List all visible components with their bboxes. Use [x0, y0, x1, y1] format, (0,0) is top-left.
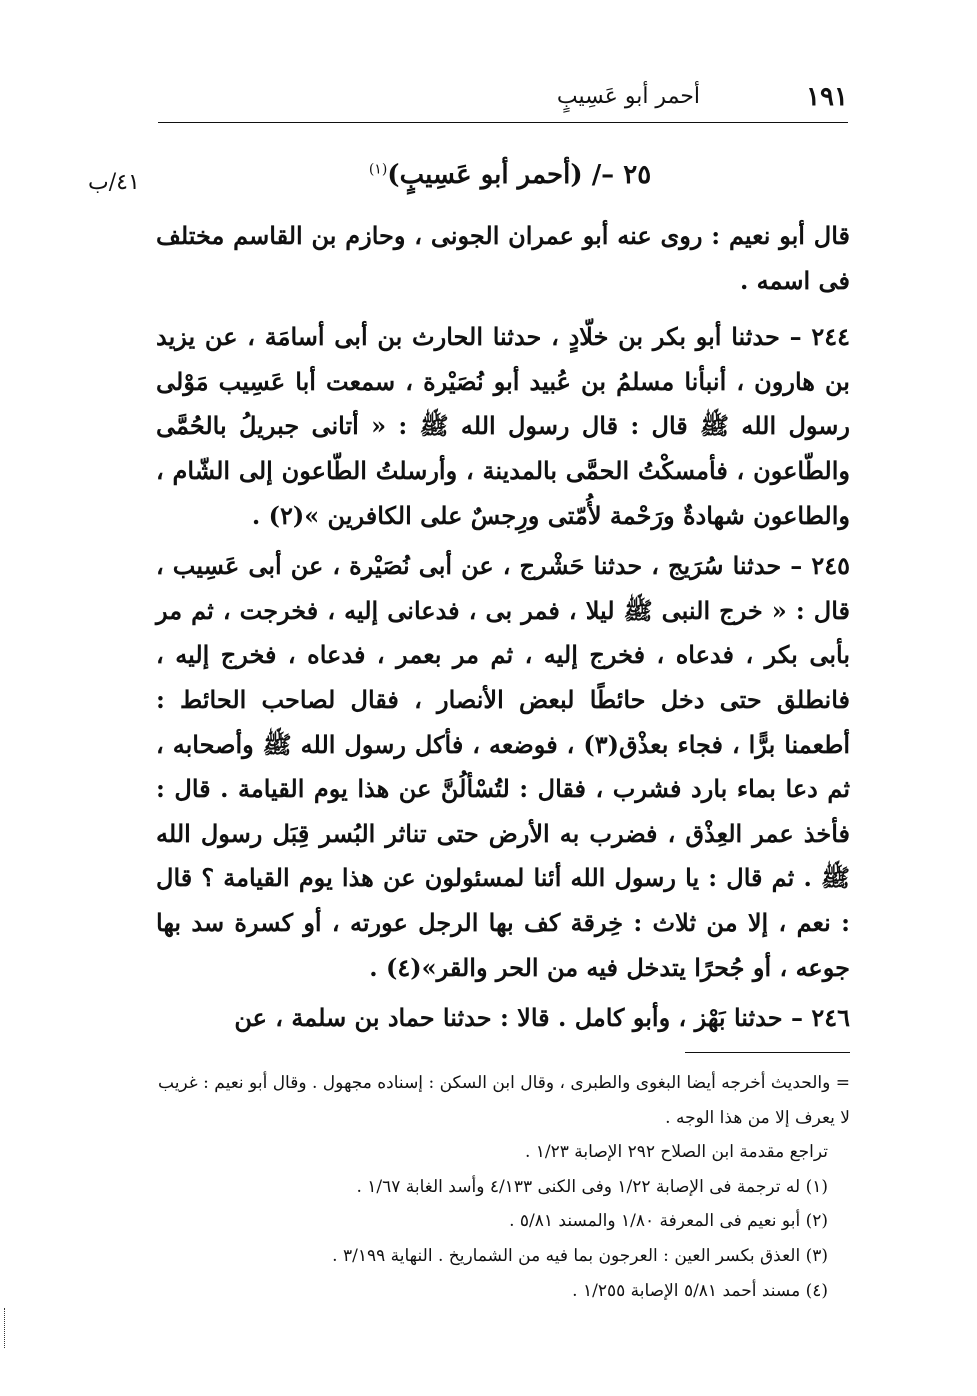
heading-footnote-marker: (١) — [368, 161, 388, 178]
hadith-246: ٢٤٦ – حدثنا بَهْز ، وأبو كامل . قالا : حدثنا حماد بن سلمة ، عن — [234, 1003, 850, 1033]
manuscript-folio-note: ٤١/ب — [88, 170, 140, 195]
section-heading — [360, 160, 660, 190]
footnote-references: تراجع مقدمة ابن الصلاح ٢٩٢ الإصابة ١/٢٣ . — [524, 1142, 828, 1163]
footnote-4: (٤) مسند أحمد ٥/٨١ الإصابة ١/٢٥٥ . — [572, 1280, 828, 1301]
page-number: ١٩١ — [806, 82, 848, 112]
footnote-3: (٣) العذق بكسر العين : العرجون بما فيه من الشماريخ . النهاية ٣/١٩٩ . — [332, 1245, 828, 1266]
footnote-1: (١) له ترجمة فى الإصابة ١/٢٢ وفى الكنى ٤/١٣٣ وأسد الغابة ١/٦٧ . — [356, 1176, 828, 1197]
running-title: أحمر أبو عَسِيبٍ — [556, 84, 700, 109]
intro-paragraph: قال أبو نعيم : روى عنه أبو عمران الجونى ، وحازم بن القاسم مختلف فى اسمه . — [156, 221, 850, 295]
running-header — [158, 82, 848, 122]
page-edge-mark — [4, 1308, 7, 1348]
hadith-244: ٢٤٤ – حدثنا أبو بكر بن خلّادٍ ، حدثنا الحارث بن أبى أسامَة ، عن يزيد بن هارون ، أنبأنا مسلمُ بن عُبيد أبو نُصَيْرة ، سمعت أبا عَسِيب مَوْلى رسول الله ﷺ قال : قال رسول الله ﷺ : « أتانى جبريلُ بالحُمَّى والطّاعون ، فأمسكْتُ الحمَّى بالمدينة ، وأرسلتُ الطّاعون إلى الشّام ، والطاعون شهادةٌ ورَحْمة لأُمّتى ورِجسٌ على الكافرين »(٢) . — [156, 322, 850, 530]
body-text — [156, 214, 850, 1047]
section-heading-text: ٢٥ –/ (أحمر أبو عَسِيبٍ) — [387, 160, 652, 190]
header-rule — [158, 122, 848, 123]
footnotes — [158, 1066, 850, 1308]
footnote-2: (٢) أبو نعيم فى المعرفة ١/٨٠ والمسند ٥/٨١ . — [509, 1211, 828, 1232]
footnote-rule — [685, 1052, 850, 1053]
hadith-245: ٢٤٥ – حدثنا سُرَيج ، حدثنا حَشْرج ، عن أبى نُصَيْرة ، عن أبى عَسِيب ، قال : « خرج النبى ﷺ ليلا ، فمر بى ، فدعانى إليه ، فخرجت ، ثم مر بأبى بكر ، فدعاه ، فخرج إليه ، ثم مر بعمر ، فدعاه ، فخرج إليه ، فانطلق حتى دخل حائطًا لبعض الأنصار ، فقال لصاحب الحائط : أطعمنا برًّا ، فجاء بعذْق(٣) ، فوضعه ، فأكل رسول الله ﷺ وأصحابه ، ثم دعا بماء بارد فشرب ، فقال : لتُسْألُنَّ عن هذا يوم القيامة . قال : فأخذ عمر العِذْق ، فضرب به الأرض حتى تناثر البُسر قِبَل رسول الله ﷺ . ثم قال : يا رسول الله أئنا لمسئولون عن هذا يوم القيامة ؟ قال : نعم ، إلا من ثلاث : خِرقة كف بها الرجل عورته ، أو كسرة سد بها جوعه ، أو جُحرًا يتدخل فيه من الحر والقر»(٤) . — [156, 551, 850, 982]
footnote-continuation: = والحديث أخرجه أيضا البغوى والطبرى ، وقال ابن السكن : إسناده مجهول . وقال أبو نعيم : غريب لا يعرف إلا من هذا الوجه . — [158, 1073, 850, 1128]
